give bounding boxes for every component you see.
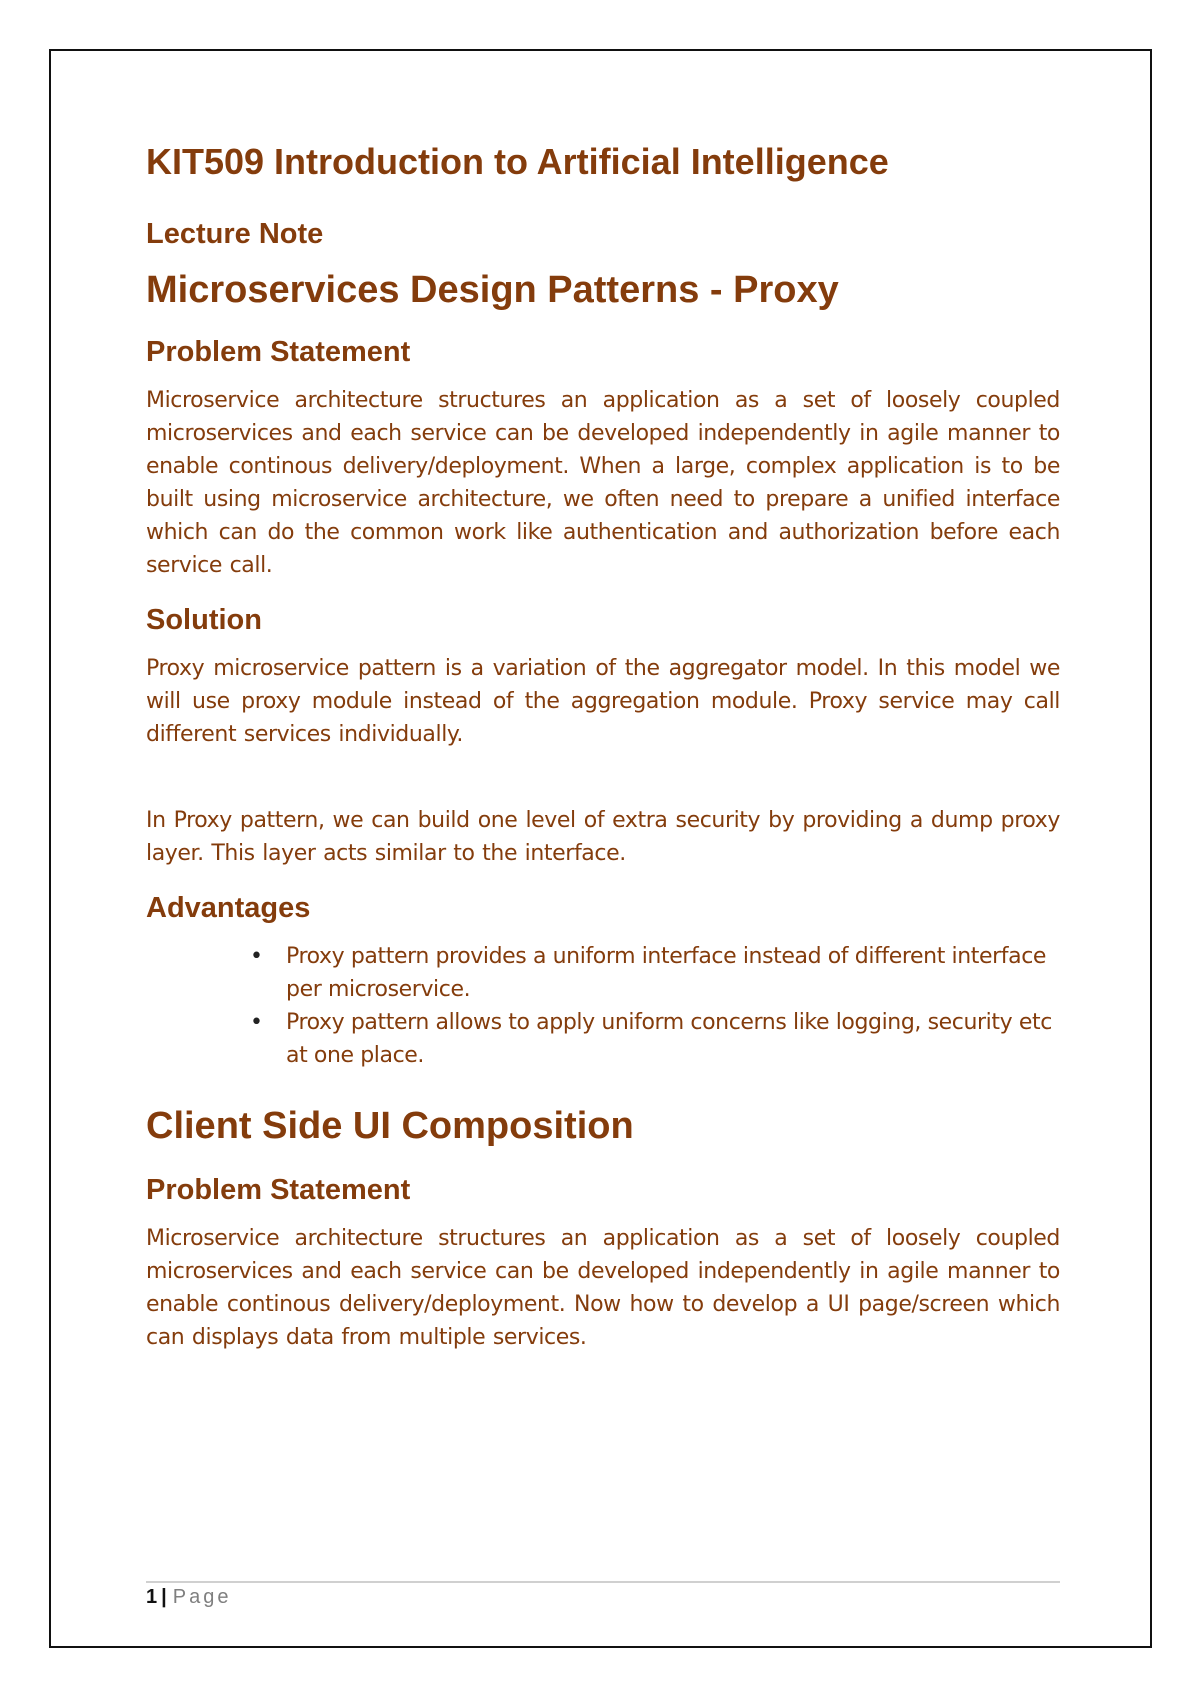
page-label: Page [172,1586,232,1608]
solution-text-2: In Proxy pattern, we can build one level of extra security by providing a dump proxy layer. This layer acts similar to the interface. [146,808,1060,866]
problem-statement-heading: Problem Statement [146,336,411,368]
solution-text-1: Proxy microservice pattern is a variation of the aggregator model. In this model we will use proxy module instead of the aggregation module. Proxy service may call different services individually. [146,656,1060,747]
list-item-text: Proxy pattern provides a uniform interface instead of different interface per microservice. [286,944,1047,1002]
problem-statement-text-2: Microservice architecture structures an application as a set of loosely coupled microservices and each service can be developed independently in agile manner to enable continous delivery/deployment. Now how to develop a UI page/screen which can displays data from multiple services. [146,1226,1060,1350]
solution-heading: Solution [146,604,262,636]
page-footer [146,1586,231,1609]
page-number: 1 [146,1586,158,1608]
course-title: KIT509 Introduction to Artificial Intelligence [146,141,889,182]
bullet-icon: • [250,1010,263,1035]
footer-separator: | [161,1586,167,1608]
list-item [250,940,1060,1006]
bullet-icon: • [250,944,263,969]
topic-title: Microservices Design Patterns - Proxy [146,269,839,311]
list-item [250,1006,1060,1072]
client-side-ui-title: Client Side UI Composition [146,1105,634,1147]
problem-statement-text: Microservice architecture structures an application as a set of loosely coupled microservices and each service can be developed independently in agile manner to enable continous delivery/deployment. When a large, complex application is to be built using microservice architecture, we often need to prepare a unified interface which can do the common work like authentication and authorization before each service call. [146,388,1060,578]
document-body [146,140,1060,1374]
footer-divider [146,1581,1060,1583]
lecture-note-label: Lecture Note [146,218,324,250]
advantages-heading: Advantages [146,892,311,924]
list-item-text: Proxy pattern allows to apply uniform concerns like logging, security etc at one place. [286,1010,1052,1068]
advantages-list [146,940,1060,1072]
problem-statement-heading-2: Problem Statement [146,1174,411,1206]
